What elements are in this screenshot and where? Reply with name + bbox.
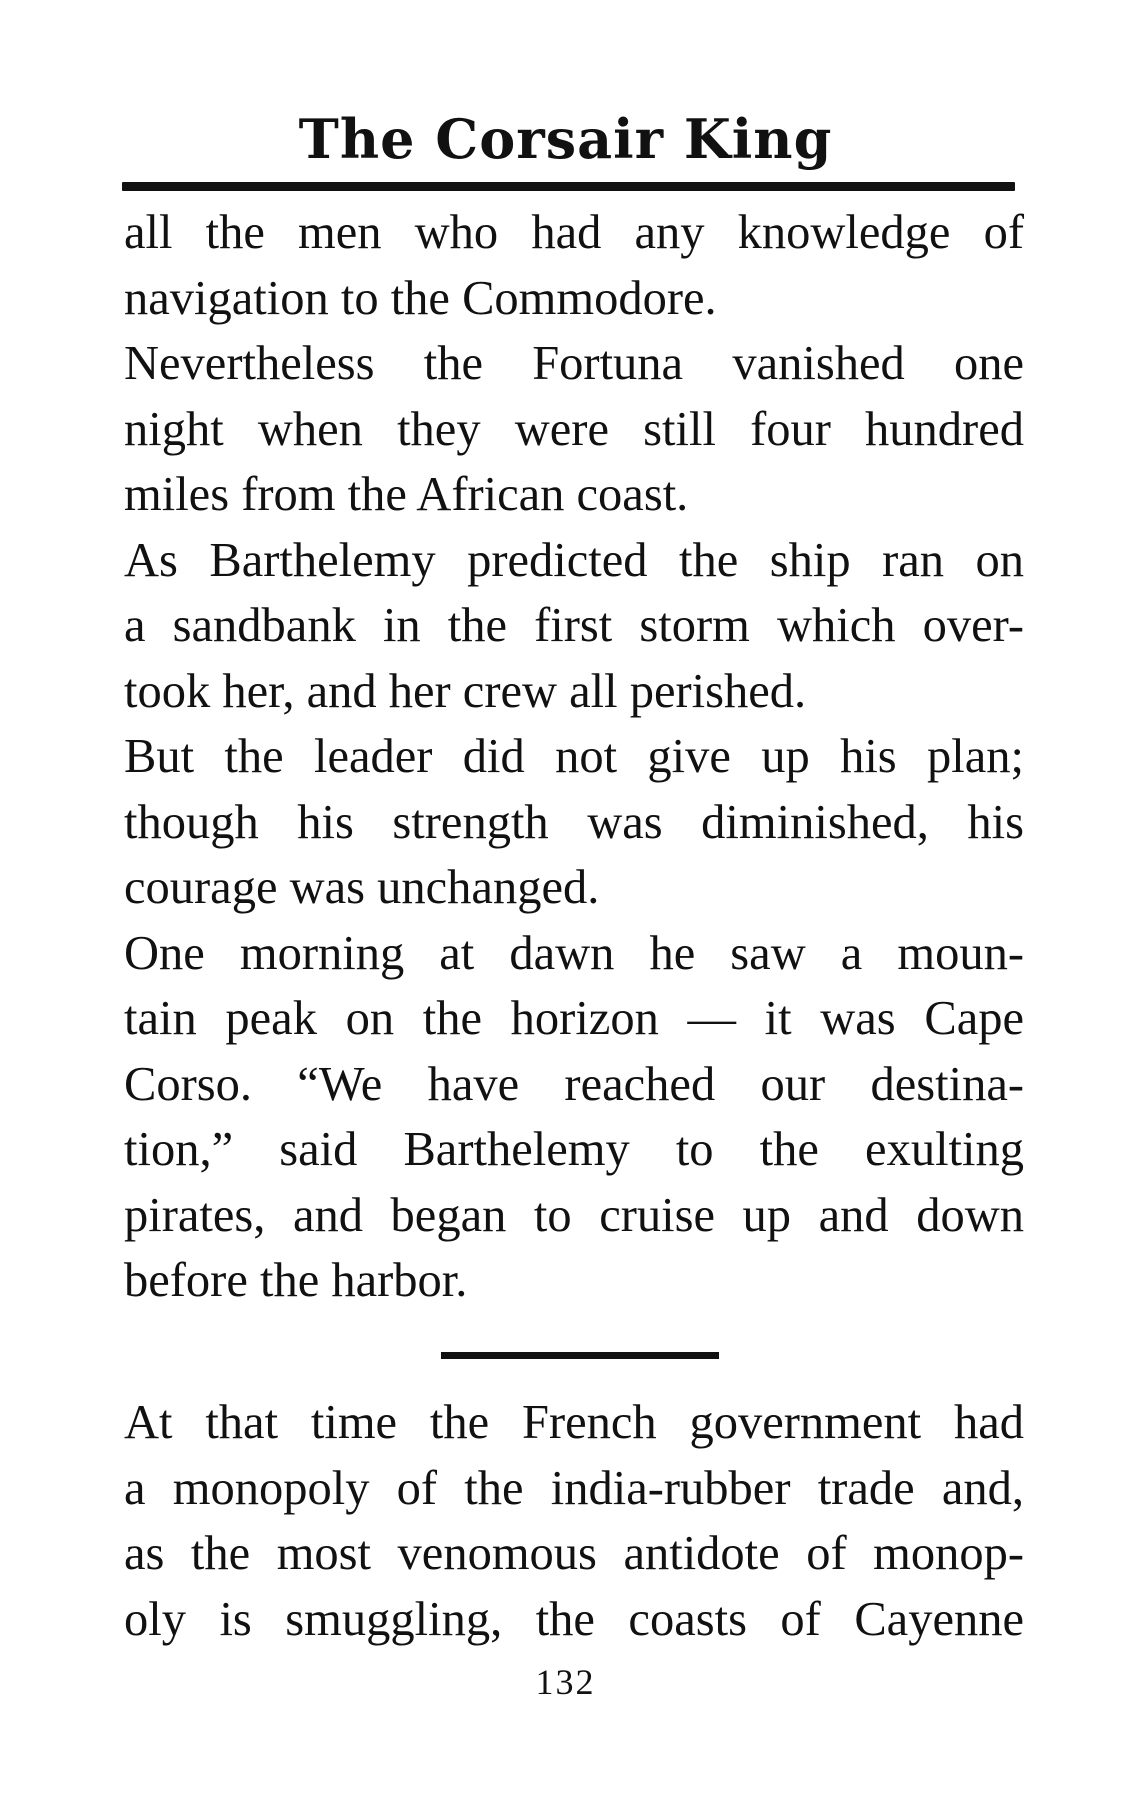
header-rule: [122, 182, 1015, 191]
body-text: [124, 200, 1024, 1314]
text-line: though his strength was diminished, his: [124, 795, 1024, 849]
text-line: pirates, and began to cruise up and down: [124, 1188, 1024, 1242]
text-line: One morning at dawn he saw a moun-: [124, 926, 1024, 980]
text-line: Nevertheless the Fortuna vanished one: [124, 337, 1024, 390]
section-break-rule: [441, 1352, 719, 1359]
page-number: 132: [535, 1662, 596, 1702]
running-header-title: The Corsair King: [298, 107, 833, 171]
text-line: But the leader did not give up his plan;: [124, 730, 1024, 783]
text-line: as the most venomous antidote of monop-: [124, 1527, 1024, 1580]
text-line: courage was unchanged.: [124, 861, 600, 914]
text-line: tion,” said Barthelemy to the exulting: [124, 1123, 1024, 1176]
text-line: took her, and her crew all perished.: [124, 664, 807, 718]
text-line: navigation to the Commodore.: [124, 271, 717, 325]
text-line: a sandbank in the first storm which over-: [124, 599, 1024, 652]
text-line: night when they were still four hundred: [124, 402, 1024, 456]
text-line: At that time the French government had: [124, 1396, 1024, 1449]
text-line: a monopoly of the india-rubber trade and,: [124, 1461, 1024, 1515]
text-line: all the men who had any knowledge of: [124, 206, 1024, 259]
text-line: miles from the African coast.: [124, 468, 689, 521]
text-line: oly is smuggling, the coasts of Cayenne: [124, 1592, 1024, 1646]
text-line: Corso. “We have reached our destina-: [124, 1057, 1024, 1111]
text-line: tain peak on the horizon — it was Cape: [124, 992, 1024, 1045]
body-text-continued: [124, 1390, 1024, 1652]
text-line: before the harbor.: [124, 1254, 468, 1307]
text-line: As Barthelemy predicted the ship ran on: [124, 533, 1024, 587]
